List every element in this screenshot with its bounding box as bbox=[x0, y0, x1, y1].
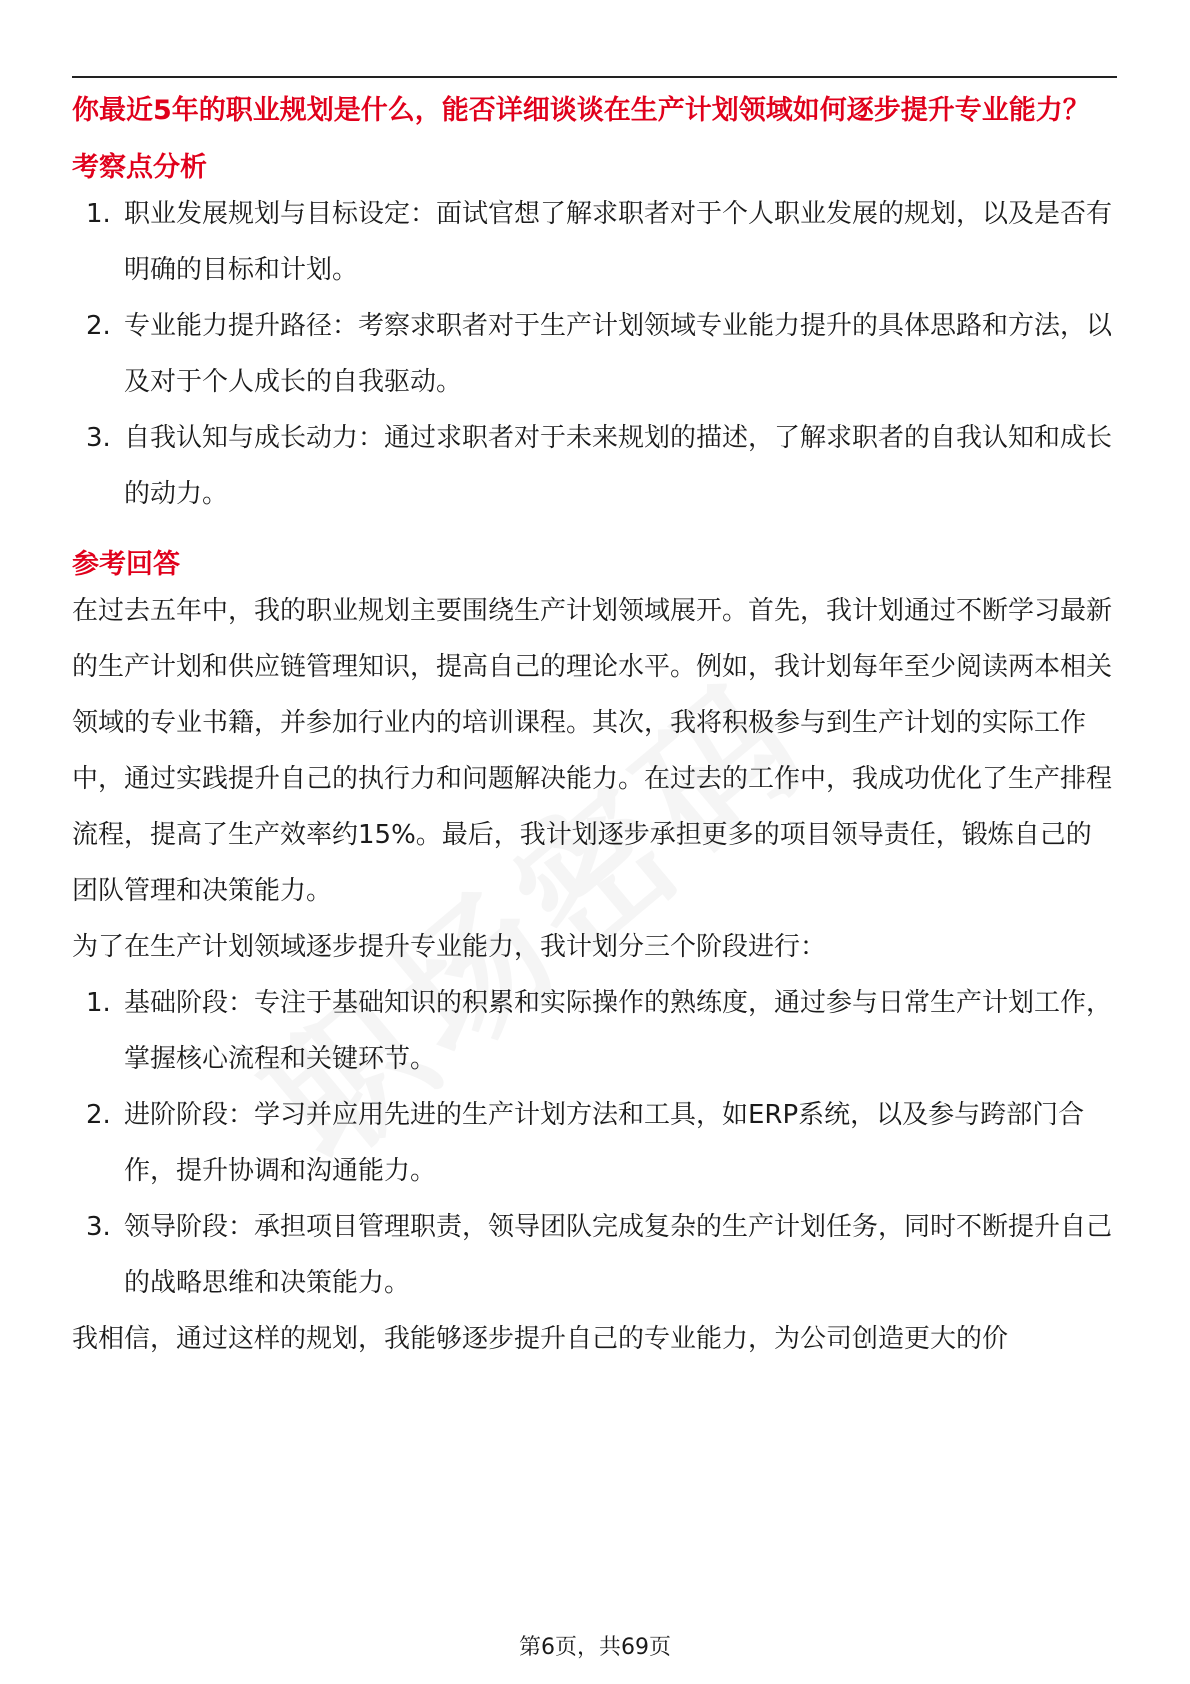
list-item bbox=[72, 186, 1117, 298]
answer-paragraph-1: 在过去五年中，我的职业规划主要围绕生产计划领域展开。首先，我计划通过不断学习最新的生产计划和供应链管理知识，提高自己的理论水平。例如，我计划每年至少阅读两本相关领域的专业书籍，并参加行业内的培训课程。其次，我将积极参与到生产计划的实际工作中，通过实践提升自己的执行力和问题解决能力。在过去的工作中，我成功优化了生产排程流程，提高了生产效率约15%。最后，我计划逐步承担更多的项目领导责任，锻炼自己的团队管理和决策能力。 bbox=[72, 596, 1113, 906]
section-title-answer: 参考回答 bbox=[72, 549, 180, 580]
answer-paragraph-2: 为了在生产计划领域逐步提升专业能力，我计划分三个阶段进行： bbox=[72, 932, 827, 962]
document-body bbox=[72, 92, 1117, 1367]
list-item bbox=[72, 1087, 1117, 1199]
stages-list bbox=[72, 975, 1117, 1311]
list-item bbox=[72, 298, 1117, 410]
list-text: 职业发展规划与目标设定：面试官想了解求职者对于个人职业发展的规划，以及是否有明确的目标和计划。 bbox=[124, 199, 1113, 285]
list-text: 专业能力提升路径：考察求职者对于生产计划领域专业能力提升的具体思路和方法，以及对于个人成长的自我驱动。 bbox=[124, 311, 1113, 397]
analysis-list bbox=[72, 186, 1117, 522]
list-text: 进阶阶段：学习并应用先进的生产计划方法和工具，如ERP系统，以及参与跨部门合作，提升协调和沟通能力。 bbox=[124, 1100, 1085, 1186]
list-number: 3. bbox=[86, 423, 111, 453]
list-number: 2. bbox=[86, 1100, 111, 1130]
list-item bbox=[72, 410, 1117, 522]
list-number: 3. bbox=[86, 1212, 111, 1242]
list-number: 2. bbox=[86, 311, 111, 341]
answer-paragraph-3: 我相信，通过这样的规划，我能够逐步提升自己的专业能力，为公司创造更大的价 bbox=[72, 1324, 1009, 1354]
question-heading: 你最近5年的职业规划是什么，能否详细谈谈在生产计划领域如何逐步提升专业能力？ bbox=[72, 95, 1090, 126]
list-number: 1. bbox=[86, 988, 111, 1018]
list-item bbox=[72, 1199, 1117, 1311]
list-item bbox=[72, 975, 1117, 1087]
page-footer: 第6页，共69页 bbox=[519, 1635, 671, 1660]
list-text: 领导阶段：承担项目管理职责，领导团队完成复杂的生产计划任务，同时不断提升自己的战略思维和决策能力。 bbox=[124, 1212, 1113, 1298]
list-number: 1. bbox=[86, 199, 111, 229]
list-text: 基础阶段：专注于基础知识的积累和实际操作的熟练度，通过参与日常生产计划工作，掌握核心流程和关键环节。 bbox=[124, 988, 1113, 1074]
list-text: 自我认知与成长动力：通过求职者对于未来规划的描述，了解求职者的自我认知和成长的动力。 bbox=[124, 423, 1113, 509]
top-rule bbox=[72, 76, 1117, 78]
section-title-analysis: 考察点分析 bbox=[72, 152, 207, 183]
